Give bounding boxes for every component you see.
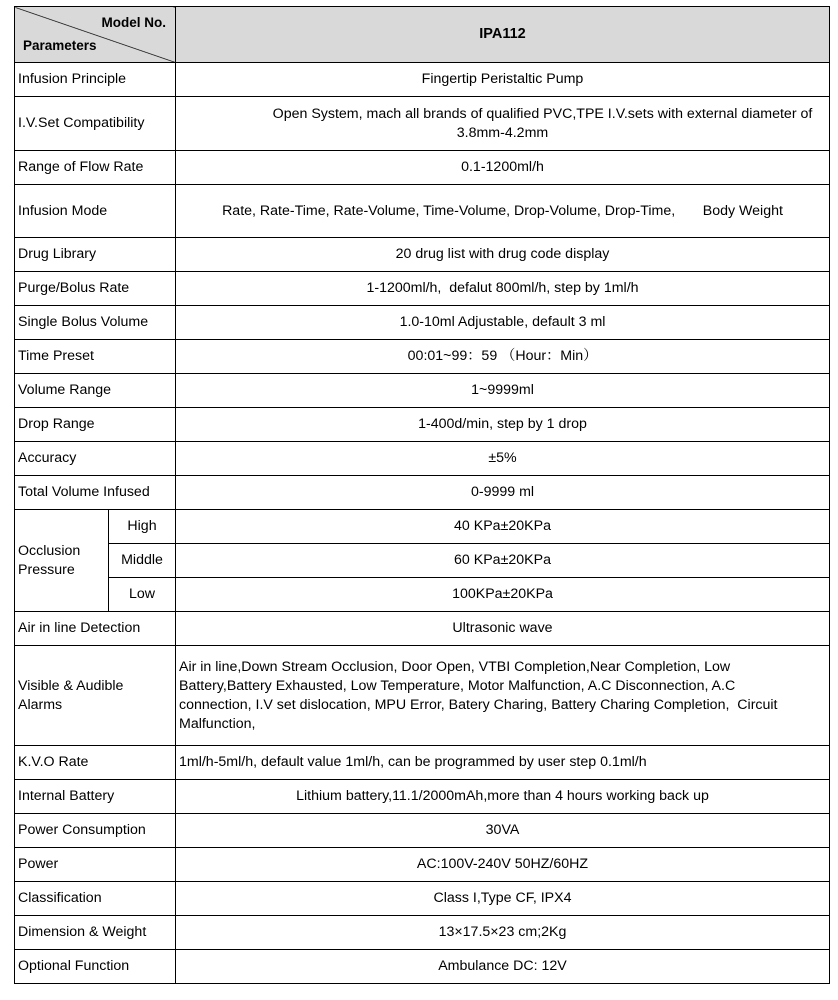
occlusion-sub-label: Middle [109, 544, 176, 578]
table-row [15, 185, 830, 238]
table-row [15, 306, 830, 340]
table-row [15, 476, 830, 510]
alarms-label-line-1: Visible & Audible [18, 677, 124, 694]
row-label: I.V.Set Compatibility [15, 97, 176, 151]
row-value: 1ml/h-5ml/h, default value 1ml/h, can be programmed by user step 0.1ml/h [176, 746, 830, 780]
table-row [15, 544, 830, 578]
row-value: 100KPa±20KPa [176, 578, 830, 612]
row-value: 30VA [176, 814, 830, 848]
row-label: Power [15, 848, 176, 882]
table-row [15, 97, 830, 151]
table-row [15, 340, 830, 374]
table-row [15, 746, 830, 780]
table-row [15, 442, 830, 476]
row-label: Dimension & Weight [15, 916, 176, 950]
iv-set-line-1: Open System, mach all brands of qualified PVC,TPE I.V.sets with external diameter of [272, 105, 813, 122]
row-value: Lithium battery,11.1/2000mAh,more than 4 hours working back up [176, 780, 830, 814]
row-label: Drug Library [15, 238, 176, 272]
row-value: 1.0-10ml Adjustable, default 3 ml [176, 306, 830, 340]
table-row [15, 612, 830, 646]
row-label: Internal Battery [15, 780, 176, 814]
table-row [15, 374, 830, 408]
row-label: Drop Range [15, 408, 176, 442]
occlusion-label [15, 510, 109, 612]
table-row [15, 950, 830, 984]
row-label: Power Consumption [15, 814, 176, 848]
row-label: Infusion Principle [15, 63, 176, 97]
row-label: Infusion Mode [15, 185, 176, 238]
alarms-value [176, 646, 830, 746]
row-label: Purge/Bolus Rate [15, 272, 176, 306]
table-row [15, 646, 830, 746]
table-row [15, 510, 830, 544]
table-row [15, 272, 830, 306]
spec-table [14, 6, 830, 984]
table-row [15, 882, 830, 916]
table-row [15, 408, 830, 442]
row-value: 60 KPa±20KPa [176, 544, 830, 578]
alarms-line-2: Battery,Battery Exhausted, Low Temperature, Motor Malfunction, A.C Disconnection, A.C [179, 677, 736, 694]
alarms-label [15, 646, 176, 746]
table-row [15, 916, 830, 950]
row-value: 1-400d/min, step by 1 drop [176, 408, 830, 442]
table-row [15, 848, 830, 882]
row-value: 0.1-1200ml/h [176, 151, 830, 185]
row-label: Optional Function [15, 950, 176, 984]
row-label: Air in line Detection [15, 612, 176, 646]
table-row [15, 578, 830, 612]
row-value: 13×17.5×23 cm;2Kg [176, 916, 830, 950]
occlusion-sub-label: High [109, 510, 176, 544]
row-value: Class I,Type CF, IPX4 [176, 882, 830, 916]
alarms-line-3: connection, I.V set dislocation, MPU Error, Batery Charing, Battery Charing Completion, Circuit [179, 696, 778, 713]
row-label: K.V.O Rate [15, 746, 176, 780]
iv-set-line-2: 3.8mm-4.2mm [456, 124, 549, 141]
row-value: 1-1200ml/h, defalut 800ml/h, step by 1ml/h [176, 272, 830, 306]
row-value: Ambulance DC: 12V [176, 950, 830, 984]
header-row [15, 7, 830, 63]
row-label: Single Bolus Volume [15, 306, 176, 340]
parameters-label: Parameters [23, 38, 97, 53]
row-label: Time Preset [15, 340, 176, 374]
table-row [15, 780, 830, 814]
row-label: Volume Range [15, 374, 176, 408]
row-label: Range of Flow Rate [15, 151, 176, 185]
row-value: 40 KPa±20KPa [176, 510, 830, 544]
table-row [15, 814, 830, 848]
header-corner-cell [15, 7, 176, 63]
occlusion-label-line-2: Pressure [18, 561, 75, 578]
row-label: Total Volume Infused [15, 476, 176, 510]
model-no-label: Model No. [101, 15, 166, 30]
row-value: Rate, Rate-Time, Rate-Volume, Time-Volume, Drop-Volume, Drop-Time, Body Weight [176, 185, 830, 238]
row-value: Ultrasonic wave [176, 612, 830, 646]
row-label: Classification [15, 882, 176, 916]
row-value: ±5% [176, 442, 830, 476]
row-label: Accuracy [15, 442, 176, 476]
row-value: 20 drug list with drug code display [176, 238, 830, 272]
table-row [15, 151, 830, 185]
row-value: AC:100V-240V 50HZ/60HZ [176, 848, 830, 882]
table-row [15, 63, 830, 97]
row-value: Fingertip Peristaltic Pump [176, 63, 830, 97]
alarms-line-1: Air in line,Down Stream Occlusion, Door Open, VTBI Completion,Near Completion, Low [179, 658, 731, 675]
model-value: IPA112 [176, 7, 830, 63]
table-row [15, 238, 830, 272]
alarms-label-line-2: Alarms [18, 696, 63, 713]
row-value: 00:01~99：59 （Hour：Min） [176, 340, 830, 374]
row-value: 0-9999 ml [176, 476, 830, 510]
alarms-line-4: Malfunction, [179, 715, 256, 732]
row-value: 1~9999ml [176, 374, 830, 408]
occlusion-sub-label: Low [109, 578, 176, 612]
row-value [176, 97, 830, 151]
occlusion-label-line-1: Occlusion [18, 542, 81, 559]
